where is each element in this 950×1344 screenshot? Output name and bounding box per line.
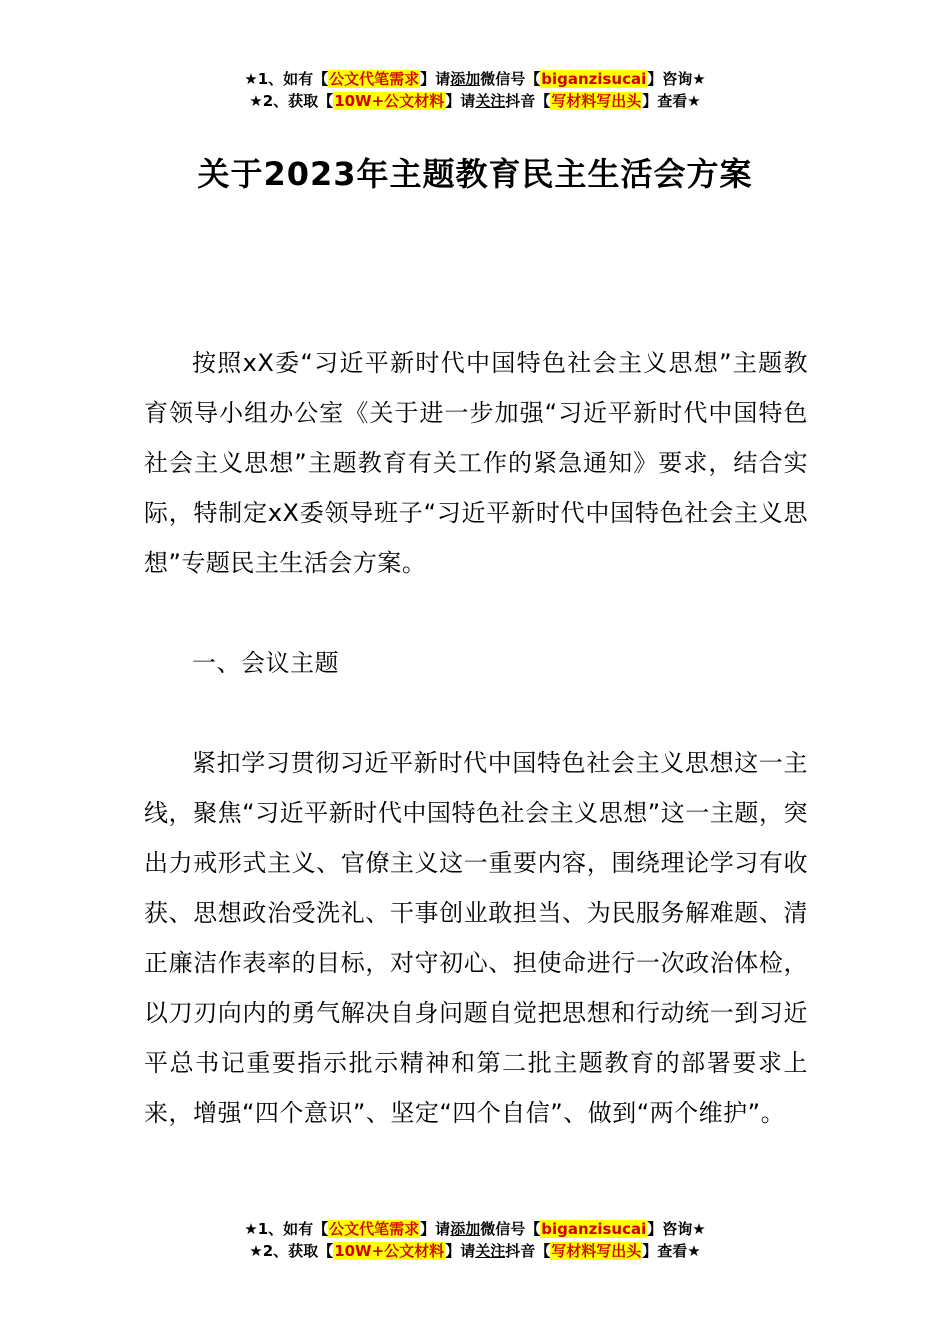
header-banner <box>0 68 950 112</box>
banner-text: 】请 <box>420 1220 451 1238</box>
banner-text: 】查看★ <box>642 1242 701 1260</box>
section-heading <box>144 638 808 688</box>
highlight-wechat-id: biganzisucai <box>541 70 647 88</box>
banner-text: 】请 <box>420 70 451 88</box>
banner-line-2 <box>0 90 950 112</box>
banner-text: 】咨询★ <box>647 1220 706 1238</box>
highlight-materials: 10W+公文材料 <box>334 92 445 110</box>
banner-text: ★1、如有【 <box>244 1220 329 1238</box>
highlight-materials: 10W+公文材料 <box>334 1242 445 1260</box>
banner-line-1 <box>0 68 950 90</box>
underlined-add: 添加 <box>450 1220 481 1238</box>
banner-text: 】请 <box>445 92 476 110</box>
document-title: 关于2023年主题教育民主生活会方案 <box>197 155 753 193</box>
highlight-douyin-account: 写材料写出头 <box>551 1242 642 1260</box>
section-heading-text: 一、会议主题 <box>192 649 339 677</box>
banner-text: ★2、获取【 <box>249 1242 334 1260</box>
highlight-wechat-id: biganzisucai <box>541 1220 647 1238</box>
underlined-follow: 关注 <box>475 1242 506 1260</box>
underlined-add: 添加 <box>450 70 481 88</box>
banner-text: 抖音【 <box>505 1242 551 1260</box>
banner-line-2 <box>0 1240 950 1262</box>
banner-text: 微信号【 <box>480 1220 541 1238</box>
paragraph-intro <box>144 338 808 588</box>
banner-text: 抖音【 <box>505 92 551 110</box>
banner-text: 】咨询★ <box>647 70 706 88</box>
paragraph-text: 按照xX委“习近平新时代中国特色社会主义思想”主题教育领导小组办公室《关于进一步加强“习近平新时代中国特色社会主义思想”主题教育有关工作的紧急通知》要求，结合实际，特制定xX委领导班子“习近平新时代中国特色社会主义思想”专题民主生活会方案。 <box>144 349 808 577</box>
banner-text: 微信号【 <box>480 70 541 88</box>
highlight-ghostwriting: 公文代笔需求 <box>329 70 420 88</box>
underlined-follow: 关注 <box>475 92 506 110</box>
banner-text: ★1、如有【 <box>244 70 329 88</box>
highlight-douyin-account: 写材料写出头 <box>551 92 642 110</box>
paragraph-text: 紧扣学习贯彻习近平新时代中国特色社会主义思想这一主线，聚焦“习近平新时代中国特色社会主义思想”这一主题，突出力戒形式主义、官僚主义这一重要内容，围绕理论学习有收获、思想政治受洗礼、干事创业敢担当、为民服务解难题、清正廉洁作表率的目标，对守初心、担使命进行一次政治体检，以刀刃向内的勇气解决自身问题自觉把思想和行动统一到习近平总书记重要指示批示精神和第二批主题教育的部署要求上来，增强“四个意识”、坚定“四个自信”、做到“两个维护”。 <box>144 749 808 1127</box>
highlight-ghostwriting: 公文代笔需求 <box>329 1220 420 1238</box>
banner-text: 】查看★ <box>642 92 701 110</box>
banner-line-1 <box>0 1218 950 1240</box>
banner-text: 】请 <box>445 1242 476 1260</box>
footer-banner <box>0 1218 950 1262</box>
paragraph-theme <box>144 738 808 1138</box>
banner-text: ★2、获取【 <box>249 92 334 110</box>
